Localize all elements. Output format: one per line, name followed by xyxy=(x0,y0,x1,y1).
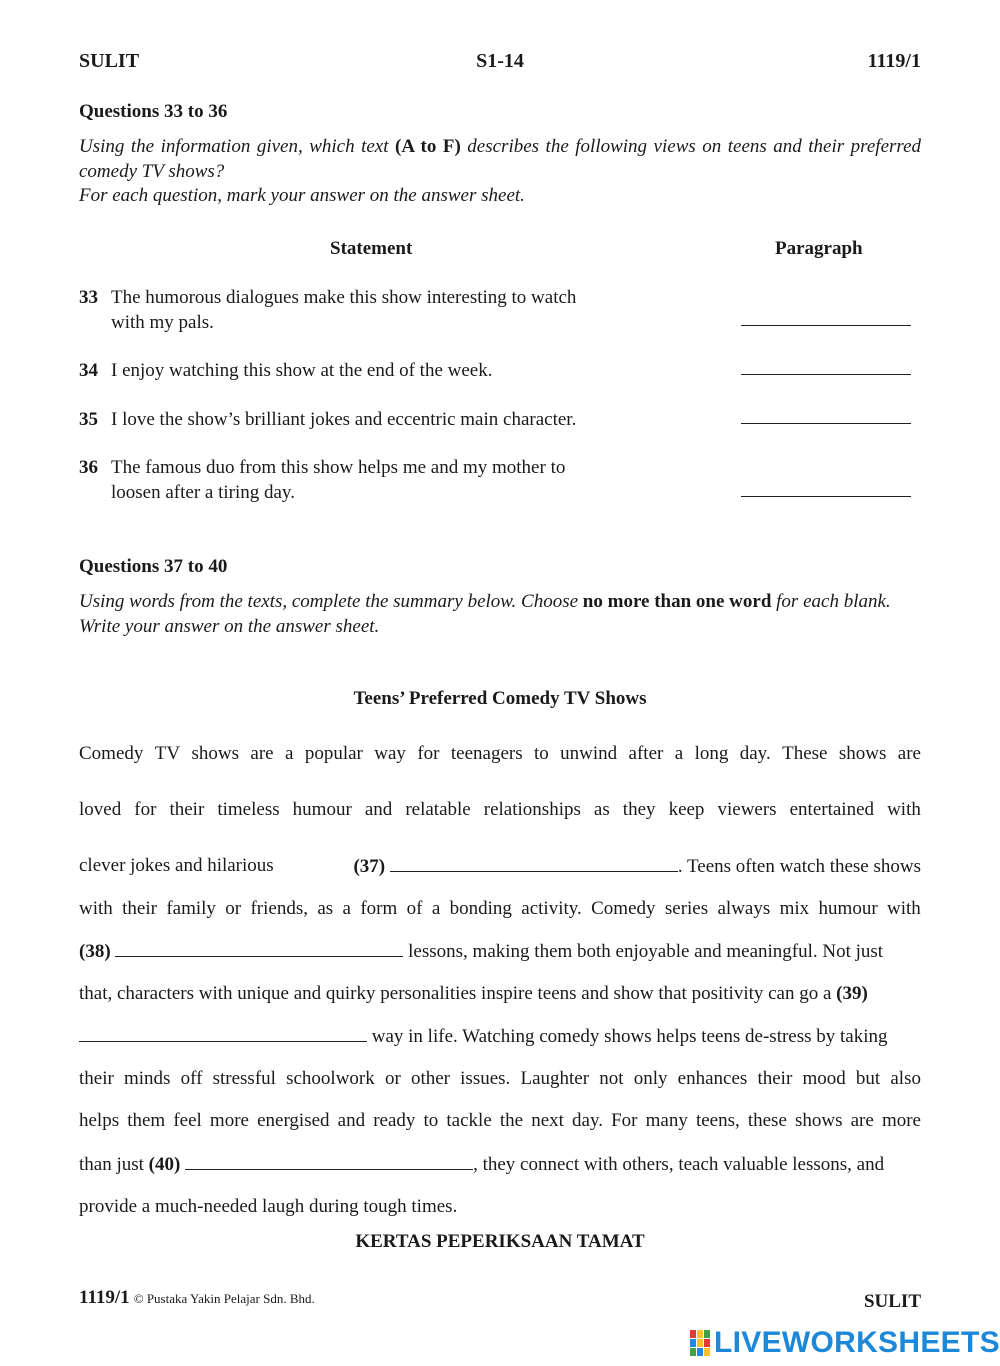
section1-heading: Questions 33 to 36 xyxy=(79,101,228,122)
summary-line-10: than just (40) , they connect with others, teach valuable lessons, and xyxy=(79,1154,885,1175)
footer-code: 1119/1 xyxy=(79,1287,130,1308)
summary-line-6: that, characters with unique and quirky personalities inspire teens and show that positivity can go a (39) xyxy=(79,983,868,1004)
answer-blank-37[interactable] xyxy=(390,855,678,872)
section2-heading: Questions 37 to 40 xyxy=(79,556,228,577)
summary-line-5: (38) lessons, making them both enjoyable and meaningful. Not just xyxy=(79,941,884,962)
statement-text-cont: with my pals. xyxy=(111,312,214,333)
summary-line-7: way in life. Watching comedy shows helps teens de-stress by taking xyxy=(79,1025,921,1048)
summary-line-1: Comedy TV shows are a popular way for teenagers to unwind after a long day. These shows are xyxy=(79,743,921,764)
answer-blank-35[interactable] xyxy=(741,423,911,424)
liveworksheets-wordmark: LIVEWORKSHEETS xyxy=(714,1326,1000,1359)
statement-text: The humorous dialogues make this show interesting to watch xyxy=(111,287,577,308)
liveworksheets-icon xyxy=(690,1330,710,1356)
question-number-37: (37) xyxy=(353,856,386,877)
answer-blank-33[interactable] xyxy=(741,325,911,326)
statement-36 xyxy=(79,455,639,505)
header-page-code: S1-14 xyxy=(476,50,524,72)
question-number-40: (40) xyxy=(148,1154,181,1175)
statement-text: I love the show’s brilliant jokes and eccentric main character. xyxy=(111,409,577,430)
statement-34 xyxy=(79,358,639,383)
statement-33 xyxy=(79,285,639,335)
footer-sulit: SULIT xyxy=(863,1291,921,1312)
header-paper-code: 1119/1 xyxy=(867,50,921,72)
summary-line-9: helps them feel more energised and ready to tackle the next day. For many teens, these shows are more xyxy=(79,1110,921,1131)
summary-title: Teens’ Preferred Comedy TV Shows xyxy=(353,688,647,709)
answer-blank-38[interactable] xyxy=(115,940,403,957)
summary-line-3: clever jokes and hilarious (37) . Teens often watch these shows xyxy=(79,855,921,877)
footer-copyright: © Pustaka Yakin Pelajar Sdn. Bhd. xyxy=(133,1291,315,1306)
summary-line-11: provide a much-needed laugh during tough times. xyxy=(79,1196,458,1217)
answer-blank-40[interactable] xyxy=(185,1153,473,1170)
question-number-38: (38) xyxy=(79,941,111,962)
statement-text: The famous duo from this show helps me and my mother to xyxy=(111,457,566,478)
statement-text-cont: loosen after a tiring day. xyxy=(111,482,295,503)
column-header-paragraph: Paragraph xyxy=(775,238,863,259)
end-of-paper-note: KERTAS PEPERIKSAAN TAMAT xyxy=(355,1231,645,1252)
footer-left xyxy=(79,1287,315,1309)
statement-number: 33 xyxy=(79,287,98,308)
section1-instructions: Using the information given, which text (A to F) describes the following views on teens and their preferred comedy TV shows? For each question, mark your answer on the answer sheet. xyxy=(79,136,922,206)
header-sulit: SULIT xyxy=(79,50,140,72)
liveworksheets-logo[interactable] xyxy=(690,1326,1000,1360)
statement-number: 36 xyxy=(79,457,98,478)
answer-blank-39[interactable] xyxy=(79,1025,367,1042)
statement-35 xyxy=(79,407,639,432)
column-header-statement: Statement xyxy=(330,238,413,259)
summary-line-2: loved for their timeless humour and relatable relationships as they keep viewers entertained with xyxy=(79,799,921,820)
question-number-39: (39) xyxy=(836,983,868,1004)
summary-line-4: with their family or friends, as a form of a bonding activity. Comedy series always mix humour with xyxy=(79,898,921,919)
statement-number: 35 xyxy=(79,409,98,430)
statement-number: 34 xyxy=(79,360,98,381)
summary-line-8: their minds off stressful schoolwork or other issues. Laughter not only enhances their mood but also xyxy=(79,1068,921,1089)
statement-text: I enjoy watching this show at the end of the week. xyxy=(111,360,493,381)
answer-blank-36[interactable] xyxy=(741,496,911,497)
answer-blank-34[interactable] xyxy=(741,374,911,375)
section2-instructions: Using words from the texts, complete the summary below. Choose no more than one word for each blank. Write your answer on the answer sheet. xyxy=(79,591,891,637)
